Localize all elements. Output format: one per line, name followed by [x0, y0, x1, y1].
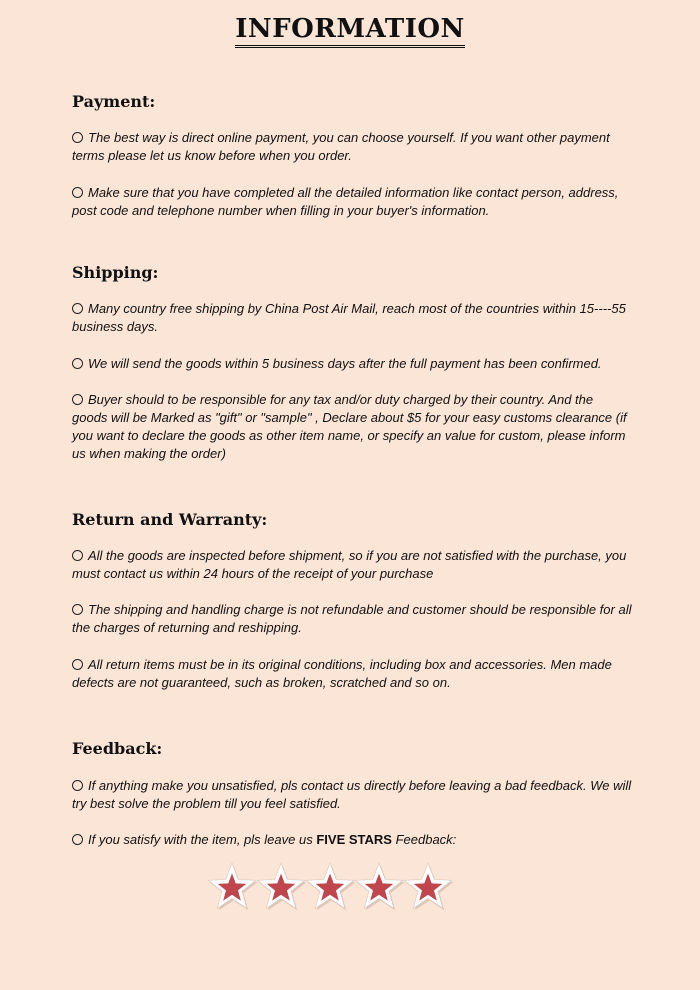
payment-item: Make sure that you have completed all the detailed information like contact person, address, post code and telephone number when filling in your buyer's information.: [72, 185, 619, 218]
circle-bullet-icon: [72, 187, 83, 198]
circle-bullet-icon: [72, 358, 83, 369]
circle-bullet-icon: [72, 659, 83, 670]
return-warranty-heading: Return and Warranty:: [72, 510, 268, 529]
feedback-heading: Feedback:: [72, 739, 163, 758]
rating-star-icon: [306, 863, 355, 910]
five-stars-emphasis: FIVE STARS: [316, 832, 392, 847]
five-star-rating: [207, 862, 457, 914]
rating-star-icon: [355, 863, 404, 910]
payment-heading: Payment:: [72, 92, 156, 111]
return-warranty-item: The shipping and handling charge is not refundable and customer should be responsible for all the charges of returning and reshipping.: [72, 602, 632, 635]
page-title: INFORMATION: [0, 12, 700, 48]
circle-bullet-icon: [72, 303, 83, 314]
return-warranty-item: All return items must be in its original conditions, including box and accessories. Men made defects are not guaranteed, such as broken, scratched and so on.: [72, 657, 612, 690]
circle-bullet-icon: [72, 604, 83, 615]
shipping-item: We will send the goods within 5 business days after the full payment has been confirmed.: [72, 355, 632, 373]
circle-bullet-icon: [72, 550, 83, 561]
circle-bullet-icon: [72, 780, 83, 791]
shipping-item: Many country free shipping by China Post Air Mail, reach most of the countries within 15----55 business days.: [72, 301, 626, 334]
rating-star-icon: [257, 863, 306, 910]
circle-bullet-icon: [72, 394, 83, 405]
return-warranty-item: All the goods are inspected before shipment, so if you are not satisfied with the purchase, you must contact us within 24 hours of the receipt of your purchase: [72, 548, 627, 581]
rating-star-icon: [208, 863, 257, 910]
payment-item: The best way is direct online payment, you can choose yourself. If you want other payment terms please let us know before when you order.: [72, 130, 610, 163]
shipping-item: Buyer should to be responsible for any tax and/or duty charged by their country. And the goods will be Marked as "gift" or "sample" , Declare about $5 for your easy customs clearance (if you want to declare the goods as other item name, or specify an value for custom, please inform us when making the order): [72, 392, 627, 461]
shipping-heading: Shipping:: [72, 263, 159, 282]
feedback-item: If anything make you unsatisfied, pls contact us directly before leaving a bad feedback. We will try best solve the problem till you feel satisfied.: [72, 778, 632, 811]
feedback-item: If you satisfy with the item, pls leave us FIVE STARS Feedback:: [72, 831, 632, 849]
circle-bullet-icon: [72, 132, 83, 143]
rating-star-icon: [404, 863, 453, 910]
circle-bullet-icon: [72, 834, 83, 845]
